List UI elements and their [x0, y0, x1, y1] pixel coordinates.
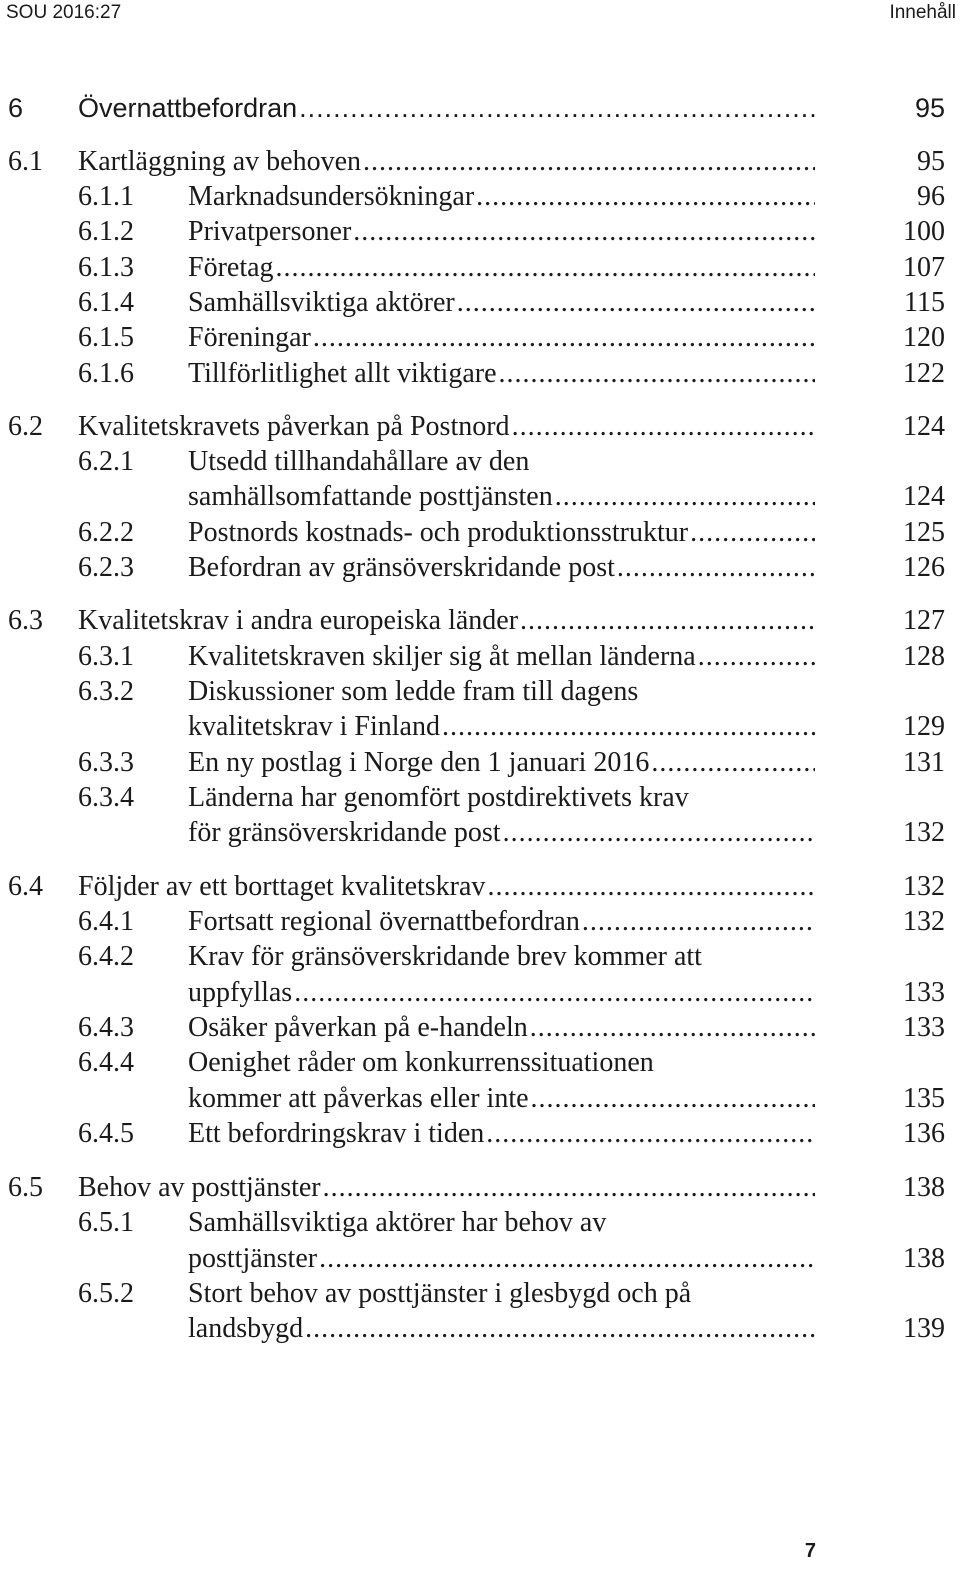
toc-entry-number: 6.5.1	[78, 1207, 134, 1238]
toc-entry-page: 139	[903, 1313, 945, 1344]
toc-entry-title: Föreningar	[188, 322, 311, 353]
toc-entry-number: 6.1.1	[78, 181, 134, 212]
toc-entry-title-wrap	[188, 904, 815, 940]
toc-entry-title: Följder av ett borttaget kvalitetskrav	[78, 871, 486, 902]
toc-entry[interactable]	[0, 1010, 960, 1046]
toc-entry-title: Osäker påverkan på e-handeln	[188, 1012, 528, 1043]
toc-entry-number: 6.5.2	[78, 1278, 134, 1309]
dot-leader	[582, 904, 815, 940]
toc-entry-title: kommer att påverkas eller inte	[188, 1083, 529, 1114]
toc-entry-number: 6.4.2	[78, 941, 134, 972]
toc-entry-title: Befordran av gränsöverskridande post	[188, 552, 615, 583]
toc-entry-title: kvalitetskrav i Finland	[188, 711, 440, 742]
toc-entry[interactable]	[0, 479, 960, 515]
toc-entry-title: Ett befordringskrav i tiden	[188, 1118, 485, 1149]
toc-entry-page: 100	[903, 216, 945, 247]
toc-entry-title: landsbygd	[188, 1313, 304, 1344]
toc-entry-number: 6.5	[8, 1172, 43, 1203]
toc-entry[interactable]	[0, 1170, 960, 1206]
toc-entry-title-wrap	[78, 409, 815, 445]
toc-entry-title-wrap	[188, 1116, 815, 1152]
toc-entry-title-wrap	[188, 356, 815, 392]
toc-entry[interactable]	[0, 639, 960, 675]
dot-leader	[512, 409, 815, 445]
toc-entry-title-wrap	[78, 144, 815, 180]
toc-entry[interactable]	[0, 1205, 960, 1241]
toc-entry-title-wrap	[188, 320, 815, 356]
toc-entry-title: Utsedd tillhandahållare av den	[188, 446, 530, 477]
dot-leader	[503, 815, 815, 851]
dot-leader	[442, 709, 815, 745]
toc-entry-title: för gränsöverskridande post	[188, 817, 501, 848]
toc-entry-page: 128	[903, 641, 945, 672]
toc-entry[interactable]	[0, 1081, 960, 1117]
toc-entry-number: 6.3.4	[78, 782, 134, 813]
toc-entry[interactable]	[0, 603, 960, 639]
toc-entry-title: Krav för gränsöverskridande brev kommer att	[188, 941, 702, 972]
toc-entry-number: 6.2.3	[78, 552, 134, 583]
toc-entry-title: Länderna har genomfört postdirektivets krav	[188, 782, 689, 813]
toc-entry-number: 6	[8, 93, 24, 123]
toc-entry-title-wrap	[188, 1311, 815, 1347]
toc-entry-page: 107	[903, 252, 945, 283]
toc-entry-title-wrap	[188, 285, 815, 321]
toc-entry[interactable]	[0, 144, 960, 180]
toc-entry[interactable]	[0, 1311, 960, 1347]
toc-entry-number: 6.3.1	[78, 641, 134, 672]
toc-entry[interactable]	[0, 550, 960, 586]
toc-entry-page: 96	[917, 181, 945, 212]
toc-entry-title-wrap	[188, 1276, 815, 1312]
toc-entry[interactable]	[0, 1045, 960, 1081]
dot-leader	[353, 214, 815, 250]
toc-entry-title-wrap	[188, 745, 815, 781]
toc-entry-number: 6.4.4	[78, 1047, 134, 1078]
dot-leader	[319, 1241, 815, 1277]
toc-entry-number: 6.4.1	[78, 906, 134, 937]
toc-entry-number: 6.1	[8, 146, 43, 177]
toc-entry-title: Tillförlitlighet allt viktigare	[188, 358, 497, 389]
toc-entry-title: samhällsomfattande posttjänsten	[188, 481, 553, 512]
dot-leader	[323, 1170, 815, 1206]
toc-entry-title-wrap	[188, 780, 815, 816]
toc-entry[interactable]	[0, 90, 960, 126]
toc-entry-title-wrap	[188, 1081, 815, 1117]
toc-entry-title: posttjänster	[188, 1243, 318, 1274]
toc-entry-title: Övernattbefordran	[78, 93, 298, 123]
toc-entry-page: 127	[903, 605, 945, 636]
toc-entry-page: 136	[903, 1118, 945, 1149]
toc-entry-title: Företag	[188, 252, 274, 283]
toc-entry-title-wrap	[188, 639, 815, 675]
dot-leader	[698, 639, 815, 675]
dot-leader	[690, 515, 815, 551]
toc-entry-title-wrap	[78, 1170, 815, 1206]
toc-entry-title-wrap	[188, 939, 815, 975]
toc-entry-title: Postnords kostnads- och produktionsstruktur	[188, 517, 689, 548]
toc-entry-page: 129	[903, 711, 945, 742]
toc-entry[interactable]	[0, 250, 960, 286]
toc-entry-title: Kvalitetskravets påverkan på Postnord	[78, 411, 510, 442]
toc-entry-page: 95	[917, 146, 945, 177]
toc-entry-page: 125	[903, 517, 945, 548]
toc-entry[interactable]	[0, 320, 960, 356]
dot-leader	[299, 90, 815, 126]
toc-entry-page: 132	[903, 817, 945, 848]
toc-entry[interactable]	[0, 745, 960, 781]
toc-entry-title: Marknadsundersökningar	[188, 181, 475, 212]
dot-leader	[363, 144, 815, 180]
toc-entry-page: 133	[903, 1012, 945, 1043]
toc-entry-title-wrap	[188, 550, 815, 586]
running-header	[0, 0, 960, 30]
dot-leader	[520, 603, 815, 639]
toc-entry-page: 132	[903, 871, 945, 902]
toc-entry-page: 95	[914, 93, 945, 123]
dot-leader	[487, 869, 815, 905]
dot-leader	[486, 1116, 815, 1152]
toc-entry-title: Kvalitetskrav i andra europeiska länder	[78, 605, 519, 636]
toc-entry[interactable]	[0, 1116, 960, 1152]
toc-entry-title-wrap	[188, 444, 815, 480]
toc-entry[interactable]	[0, 214, 960, 250]
toc-entry-page: 124	[903, 481, 945, 512]
toc-entry-title: Kartläggning av behoven	[78, 146, 362, 177]
toc-entry-number: 6.3	[8, 605, 43, 636]
toc-entry[interactable]	[0, 179, 960, 215]
toc-entry[interactable]	[0, 515, 960, 551]
toc-entry-title-wrap	[78, 603, 815, 639]
toc-entry-title: Fortsatt regional övernattbefordran	[188, 906, 580, 937]
toc-entry-title-wrap	[188, 674, 815, 710]
toc-entry-title: Samhällsviktiga aktörer har behov av	[188, 1207, 607, 1238]
dot-leader	[499, 356, 816, 392]
toc-entry[interactable]	[0, 1241, 960, 1277]
dot-leader	[651, 745, 815, 781]
toc-entry-title-wrap	[188, 515, 815, 551]
toc-entry-title-wrap	[188, 1045, 815, 1081]
toc-entry-number: 6.4	[8, 871, 43, 902]
toc-entry-title-wrap	[188, 975, 815, 1011]
toc-entry-page: 115	[904, 287, 945, 318]
toc-entry-number: 6.3.2	[78, 676, 134, 707]
toc-entry-title: Privatpersoner	[188, 216, 352, 247]
toc-entry-title: uppfyllas	[188, 977, 293, 1008]
toc-entry[interactable]	[0, 709, 960, 745]
toc-entry-page: 122	[903, 358, 945, 389]
toc-entry[interactable]	[0, 815, 960, 851]
toc-entry-number: 6.1.6	[78, 358, 134, 389]
dot-leader	[617, 550, 815, 586]
toc-entry[interactable]	[0, 869, 960, 905]
toc-entry-title-wrap	[78, 869, 815, 905]
toc-entry-title: Stort behov av posttjänster i glesbygd och på	[188, 1278, 692, 1309]
toc-entry-page: 132	[903, 906, 945, 937]
dot-leader	[276, 250, 815, 286]
toc-entry-page: 124	[903, 411, 945, 442]
toc-entry[interactable]	[0, 444, 960, 480]
toc-entry-number: 6.1.2	[78, 216, 134, 247]
toc-entry[interactable]	[0, 939, 960, 975]
dot-leader	[555, 479, 815, 515]
toc-entry[interactable]	[0, 409, 960, 445]
toc-entry-page: 133	[903, 977, 945, 1008]
dot-leader	[313, 320, 815, 356]
toc-entry[interactable]	[0, 356, 960, 392]
toc-entry-number: 6.1.4	[78, 287, 134, 318]
toc-entry-title-wrap	[188, 815, 815, 851]
toc-entry-number: 6.2.1	[78, 446, 134, 477]
toc-entry-page: 131	[903, 747, 945, 778]
toc-entry-title-wrap	[188, 1241, 815, 1277]
toc-entry-title-wrap	[188, 250, 815, 286]
dot-leader	[531, 1081, 815, 1117]
section-label: Innehåll	[889, 2, 956, 23]
toc-entry-number: 6.2	[8, 411, 43, 442]
dot-leader	[530, 1010, 815, 1046]
dot-leader	[294, 975, 815, 1011]
toc-entry-title: Oenighet råder om konkurrenssituationen	[188, 1047, 654, 1078]
toc-entry[interactable]	[0, 1276, 960, 1312]
toc-entry-title-wrap	[188, 214, 815, 250]
toc-entry[interactable]	[0, 975, 960, 1011]
toc-entry[interactable]	[0, 780, 960, 816]
toc-entry-title: Behov av posttjänster	[78, 1172, 321, 1203]
toc-entry-title-wrap	[188, 479, 815, 515]
toc-entry-number: 6.1.3	[78, 252, 134, 283]
document-reference: SOU 2016:27	[6, 2, 122, 23]
toc-entry-page: 126	[903, 552, 945, 583]
toc-entry-title-wrap	[188, 1205, 815, 1241]
toc-entry[interactable]	[0, 674, 960, 710]
toc-entry-page: 135	[903, 1083, 945, 1114]
toc-entry[interactable]	[0, 285, 960, 321]
dot-leader	[457, 285, 815, 321]
toc-entry-number: 6.4.5	[78, 1118, 134, 1149]
toc-entry-title-wrap	[188, 179, 815, 215]
toc-entry-title-wrap	[188, 709, 815, 745]
toc-entry-number: 6.1.5	[78, 322, 134, 353]
dot-leader	[305, 1311, 815, 1347]
dot-leader	[476, 179, 815, 215]
toc-entry-title: Kvalitetskraven skiljer sig åt mellan länderna	[188, 641, 696, 672]
toc-entry-page: 120	[903, 322, 945, 353]
toc-entry-page: 138	[903, 1172, 945, 1203]
toc-entry-title-wrap	[78, 90, 815, 126]
toc-entry-number: 6.2.2	[78, 517, 134, 548]
toc-entry[interactable]	[0, 904, 960, 940]
toc-entry-number: 6.3.3	[78, 747, 134, 778]
page-number: 7	[804, 1540, 816, 1562]
toc-entry-title: En ny postlag i Norge den 1 januari 2016	[188, 747, 650, 778]
toc-entry-title-wrap	[188, 1010, 815, 1046]
toc-entry-page: 138	[903, 1243, 945, 1274]
toc-entry-number: 6.4.3	[78, 1012, 134, 1043]
toc-entry-title: Diskussioner som ledde fram till dagens	[188, 676, 639, 707]
toc-entry-title: Samhällsviktiga aktörer	[188, 287, 455, 318]
